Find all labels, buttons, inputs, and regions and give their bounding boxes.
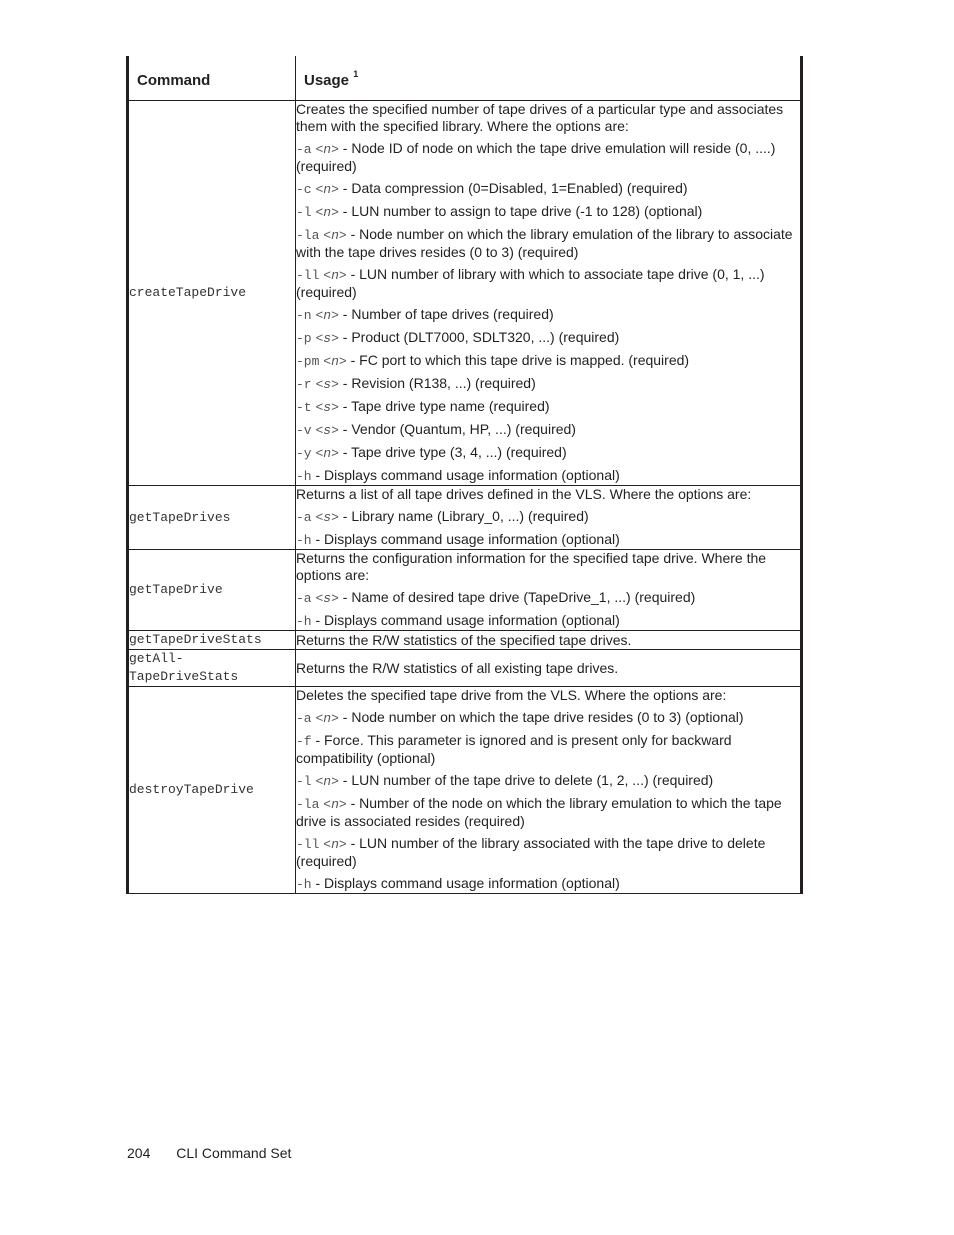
option-flag: -a <box>296 711 312 726</box>
table-row <box>128 631 802 650</box>
option-flag: -ll <box>296 837 320 852</box>
option-flag: -ll <box>296 268 320 283</box>
option-flag: -h <box>296 877 312 892</box>
option-flag: -f <box>296 734 312 749</box>
command-name-cell <box>128 486 296 550</box>
table-header-row <box>128 56 802 101</box>
option-description: - Library name (Library_0, ...) (required) <box>338 508 589 524</box>
option-description: - FC port to which this tape drive is mapped. (required) <box>346 352 690 368</box>
option-flag: -h <box>296 469 312 484</box>
command-name-cell <box>128 687 296 894</box>
option-flag: -h <box>296 533 312 548</box>
option-description: - Number of tape drives (required) <box>338 306 554 322</box>
option-description: - Node number on which the tape drive resides (0 to 3) (optional) <box>338 709 744 725</box>
table-row <box>128 550 802 631</box>
option-line <box>296 589 800 607</box>
command-name: getTapeDrive <box>129 582 223 597</box>
usage-description: Returns a list of all tape drives defined in the VLS. Where the options are: <box>296 486 752 502</box>
option-argument: <s> <box>315 331 339 346</box>
option-argument: <n> <box>323 354 347 369</box>
option-line <box>296 226 800 261</box>
option-line <box>296 398 800 416</box>
option-argument: <n> <box>315 446 339 461</box>
usage-description: Returns the configuration information for the specified tape drive. Where the options are: <box>296 550 767 583</box>
table-row <box>128 101 802 486</box>
option-description: - Node number on which the library emulation of the library to associate with the tape drives resides (0 to 3) (required) <box>296 226 793 260</box>
option-flag: -la <box>296 228 320 243</box>
usage-cell <box>296 550 802 631</box>
option-line <box>296 732 800 767</box>
option-line <box>296 875 800 893</box>
command-name: getTapeDrives <box>129 509 231 525</box>
footer-section-title: CLI Command Set <box>176 1145 292 1161</box>
usage-cell <box>296 101 802 486</box>
option-argument: <n> <box>323 797 347 812</box>
option-line <box>296 306 800 324</box>
option-description: - Tape drive type (3, 4, ...) (required) <box>338 444 567 460</box>
option-description: - Node ID of node on which the tape drive emulation will reside (0, ....) (required) <box>296 140 776 174</box>
option-argument: <s> <box>315 423 339 438</box>
option-argument: <n> <box>315 308 339 323</box>
option-argument: <n> <box>315 711 339 726</box>
table-row <box>128 687 802 894</box>
option-argument: <n> <box>315 182 339 197</box>
option-argument: <s> <box>315 591 339 606</box>
option-flag: -h <box>296 614 312 629</box>
option-flag: -c <box>296 182 312 197</box>
usage-description: Returns the R/W statistics of the specified tape drives. <box>296 631 632 648</box>
option-description: - LUN number to assign to tape drive (-1 to 128) (optional) <box>338 203 703 219</box>
command-name-cell <box>128 101 296 486</box>
option-description: - Tape drive type name (required) <box>338 398 550 414</box>
command-column-header <box>128 56 296 101</box>
option-line <box>296 444 800 462</box>
command-table <box>126 56 803 894</box>
usage-cell <box>296 631 802 650</box>
option-description: - Vendor (Quantum, HP, ...) (required) <box>338 421 576 437</box>
option-argument: <n> <box>315 774 339 789</box>
option-flag: -p <box>296 331 312 346</box>
option-description: - Displays command usage information (optional) <box>311 467 620 483</box>
option-flag: -a <box>296 510 312 525</box>
usage-header-label: Usage <box>304 72 350 89</box>
table-row <box>128 650 802 687</box>
option-description: - Displays command usage information (optional) <box>311 612 620 628</box>
option-line <box>296 709 800 727</box>
command-name-cell <box>128 550 296 631</box>
option-argument: <n> <box>323 268 347 283</box>
option-line <box>296 352 800 370</box>
option-flag: -r <box>296 377 312 392</box>
option-flag: -l <box>296 205 312 220</box>
option-flag: -la <box>296 797 320 812</box>
usage-description: Creates the specified number of tape drives of a particular type and associates them with the specified library. Where the options are: <box>296 101 784 134</box>
command-name-cell <box>128 631 296 650</box>
option-description: - Product (DLT7000, SDLT320, ...) (required) <box>338 329 620 345</box>
option-line <box>296 266 800 301</box>
page-number: 204 <box>127 1145 151 1161</box>
usage-description: Returns the R/W statistics of all existing tape drives. <box>296 659 619 676</box>
table-body <box>128 101 802 894</box>
option-line <box>296 375 800 393</box>
option-argument: <n> <box>323 837 347 852</box>
option-line <box>296 180 800 198</box>
option-line <box>296 795 800 830</box>
option-description: - Displays command usage information (optional) <box>311 531 620 547</box>
page-footer <box>127 1145 291 1161</box>
option-argument: <s> <box>315 510 339 525</box>
option-line <box>296 508 800 526</box>
option-line <box>296 140 800 175</box>
option-flag: -pm <box>296 354 320 369</box>
option-flag: -v <box>296 423 312 438</box>
option-description: - Name of desired tape drive (TapeDrive_1, ...) (required) <box>338 589 696 605</box>
option-argument: <n> <box>315 142 339 157</box>
footnote-mark: 1 <box>353 69 359 79</box>
option-description: - LUN number of library with which to associate tape drive (0, 1, ...) (required) <box>296 266 765 300</box>
usage-cell <box>296 687 802 894</box>
option-argument: <n> <box>323 228 347 243</box>
usage-description: Deletes the specified tape drive from the VLS. Where the options are: <box>296 687 727 703</box>
command-name: getAll- TapeDriveStats <box>129 651 239 684</box>
option-line <box>296 329 800 347</box>
usage-cell <box>296 486 802 550</box>
option-line <box>296 467 800 485</box>
command-name: getTapeDriveStats <box>129 632 262 647</box>
option-line <box>296 612 800 630</box>
command-header-label: Command <box>137 71 211 89</box>
option-flag: -a <box>296 142 312 157</box>
option-line <box>296 203 800 221</box>
option-description: - Displays command usage information (optional) <box>311 875 620 891</box>
option-argument: <s> <box>315 400 339 415</box>
usage-cell <box>296 650 802 687</box>
option-flag: -a <box>296 591 312 606</box>
option-description: - LUN number of the tape drive to delete (1, 2, ...) (required) <box>338 772 714 788</box>
option-flag: -l <box>296 774 312 789</box>
option-description: - LUN number of the library associated with the tape drive to delete (required) <box>296 835 766 869</box>
option-line <box>296 421 800 439</box>
option-line <box>296 531 800 549</box>
option-argument: <n> <box>315 205 339 220</box>
option-description: - Data compression (0=Disabled, 1=Enabled) (required) <box>338 180 688 196</box>
command-name: createTapeDrive <box>129 285 247 300</box>
option-flag: -n <box>296 308 312 323</box>
usage-column-header <box>296 56 802 101</box>
option-flag: -t <box>296 400 312 415</box>
option-flag: -y <box>296 446 312 461</box>
option-description: - Number of the node on which the library emulation to which the tape drive is associated resides (required) <box>296 795 782 829</box>
command-name: destroyTapeDrive <box>129 782 254 797</box>
option-line <box>296 835 800 870</box>
command-name-cell <box>128 650 296 687</box>
table-row <box>128 486 802 550</box>
option-line <box>296 772 800 790</box>
option-description: - Revision (R138, ...) (required) <box>338 375 536 391</box>
option-argument: <s> <box>315 377 339 392</box>
option-description: - Force. This parameter is ignored and is present only for backward compatibility (optional) <box>296 732 732 766</box>
